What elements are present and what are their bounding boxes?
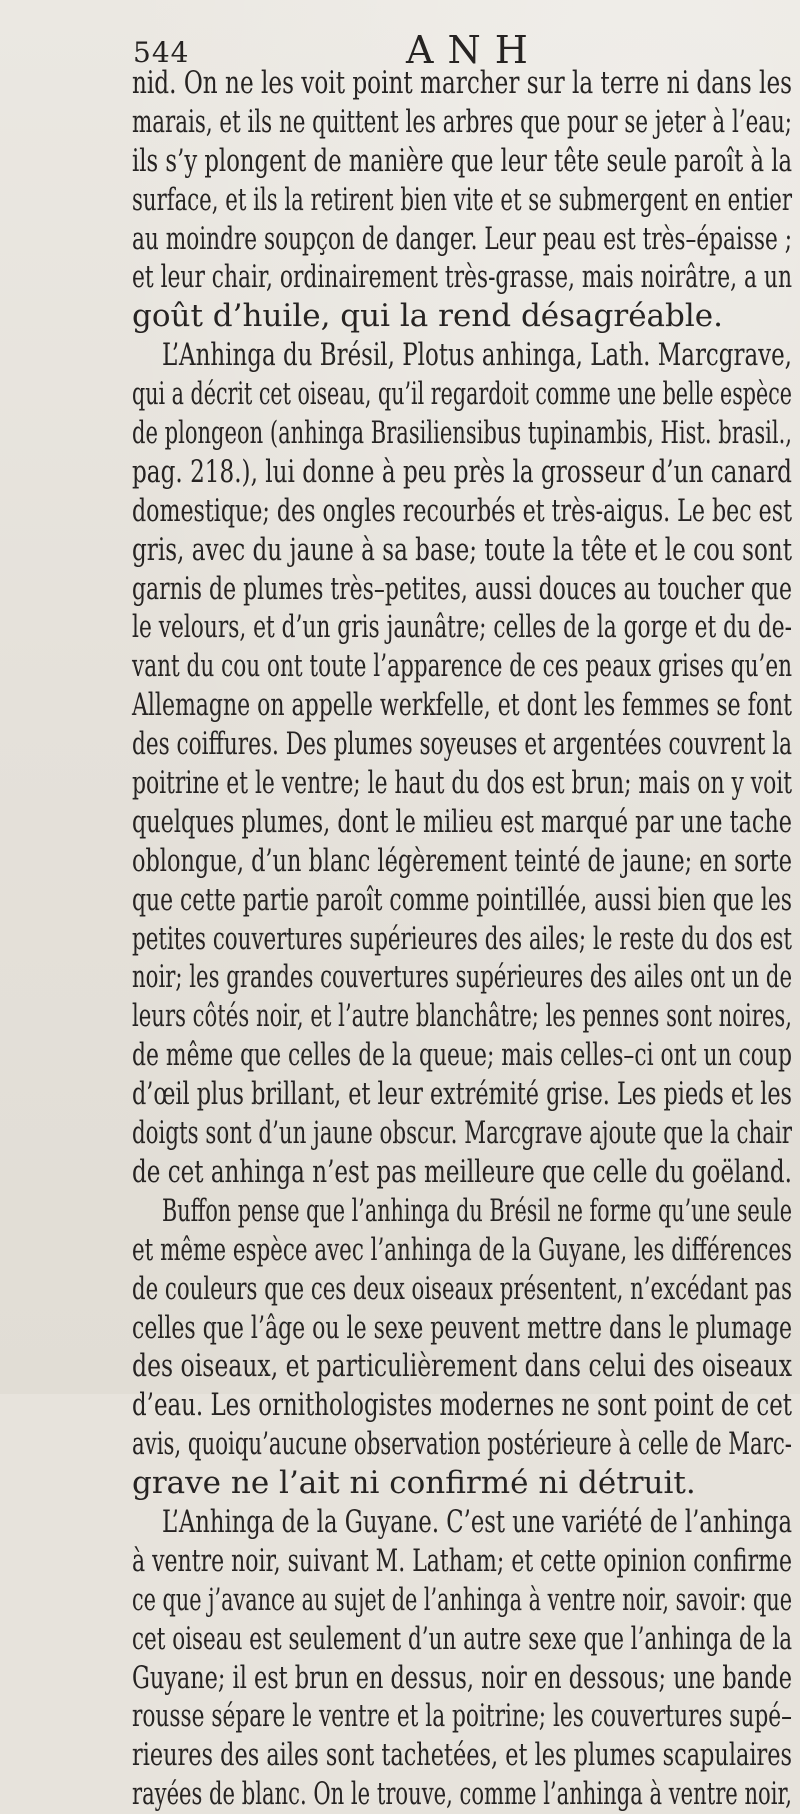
text-line-content: cet oiseau est seulement d’un autre sexe que l’anhinga de la xyxy=(132,1620,793,1657)
text-line xyxy=(132,1309,800,1348)
text-line-content: gris, avec du jaune à sa base; toute la tête et le cou sont xyxy=(132,531,793,568)
text-line xyxy=(132,103,800,142)
text-line-content: poitrine et le ventre; le haut du dos est brun; mais on y voit xyxy=(132,765,793,802)
text-line xyxy=(132,1659,800,1698)
text-line-content: de plongeon (anhinga Brasiliensibus tupinambis, Hist. brasil., xyxy=(132,415,792,452)
text-line xyxy=(132,258,800,297)
text-line xyxy=(132,142,800,181)
text-line-content: que cette partie paroît comme pointillée, aussi bien que les xyxy=(132,881,793,918)
text-line xyxy=(132,297,800,336)
text-line xyxy=(132,1114,800,1153)
text-line-content: petites couvertures supérieures des ailes; le reste du dos est xyxy=(132,920,792,957)
text-line xyxy=(132,1036,800,1075)
text-line-content: Allemagne on appelle werkfelle, et dont les femmes se font xyxy=(132,687,793,724)
text-line-content: à ventre noir, suivant M. Latham; et cette opinion confirme xyxy=(132,1542,793,1579)
text-line xyxy=(132,1270,800,1309)
text-line-content: rayées de blanc. On le trouve, comme l’anhinga à ventre noir, xyxy=(132,1776,792,1813)
text-line-content: oblongue, d’un blanc légèrement teinté de jaune; en sorte xyxy=(132,842,793,879)
text-line xyxy=(132,1386,800,1425)
text-line xyxy=(132,1542,800,1581)
text-line xyxy=(132,1075,800,1114)
text-line xyxy=(132,842,800,881)
text-line xyxy=(132,414,800,453)
text-line-content: le velours, et d’un gris jaunâtre; celles de la gorge et du de- xyxy=(132,609,792,646)
text-line-content: quelques plumes, dont le milieu est marqué par une tache xyxy=(132,803,793,840)
text-line-content: noir; les grandes couvertures supérieures des ailes ont un de xyxy=(132,959,793,996)
text-line xyxy=(132,1425,800,1464)
text-line xyxy=(132,1697,800,1736)
text-line-content: vant du cou ont toute l’apparence de ces peaux grises qu’en xyxy=(132,648,793,685)
text-line-content: d’eau. Les ornithologistes modernes ne sont point de cet xyxy=(132,1387,792,1424)
text-line-content: grave ne l’ait ni confirmé ni détruit. xyxy=(132,1465,696,1502)
text-line-content: surface, et ils la retirent bien vite et se submergent en entier xyxy=(132,181,792,218)
text-line-content: ce que j’avance au sujet de l’anhinga à ventre noir, savoir: que xyxy=(132,1581,793,1618)
text-line-content: des coiffures. Des plumes soyeuses et argentées couvrent la xyxy=(132,726,793,763)
text-line-content: rousse sépare le ventre et la poitrine; les couvertures supé– xyxy=(132,1698,792,1735)
text-line-content: ils s’y plongent de manière que leur tête seule paroît à la xyxy=(132,142,793,179)
text-line-content: L’Anhinga du Brésil, Plotus anhinga, Lath. Marcgrave, xyxy=(162,337,792,374)
text-line-content: domestique; des ongles recourbés et très-aigus. Le bec est xyxy=(132,492,792,529)
text-line-content: celles que l’âge ou le sexe peuvent mettre dans le plumage xyxy=(132,1309,793,1346)
text-line-content: des oiseaux, et particulièrement dans celui des oiseaux xyxy=(132,1348,792,1385)
text-line-content: de même que celles de la queue; mais celles–ci ont un coup xyxy=(132,1037,792,1074)
text-line-content: de couleurs que ces deux oiseaux présentent, n’excédant pas xyxy=(132,1270,792,1307)
text-line xyxy=(132,1581,800,1620)
text-line xyxy=(132,570,800,609)
text-line-content: leurs côtés noir, et l’autre blanchâtre; les pennes sont noires, xyxy=(132,998,793,1035)
text-line xyxy=(132,1231,800,1270)
text-line xyxy=(132,1736,800,1775)
text-line xyxy=(132,803,800,842)
text-line xyxy=(132,997,800,1036)
text-line xyxy=(132,220,800,259)
text-line xyxy=(132,647,800,686)
text-line-content: doigts sont d’un jaune obscur. Marcgrave ajoute que la chair xyxy=(132,1115,793,1152)
text-line-content: pag. 218.), lui donne à peu près la grosseur d’un canard xyxy=(132,453,792,490)
running-head: ANH xyxy=(406,28,542,72)
text-line xyxy=(132,336,800,375)
text-line-content: Buffon pense que l’anhinga du Brésil ne forme qu’une seule xyxy=(162,1192,792,1229)
text-line xyxy=(132,725,800,764)
text-line xyxy=(132,1192,800,1231)
text-line xyxy=(132,181,800,220)
text-line xyxy=(132,1775,800,1814)
text-line-content: nid. On ne les voit point marcher sur la terre ni dans les xyxy=(132,65,793,101)
body-text xyxy=(132,64,800,1814)
text-line-content: qui a décrit cet oiseau, qu’il regardoit comme une belle espèce xyxy=(132,376,792,413)
text-line xyxy=(132,64,800,103)
page-number: 544 xyxy=(133,36,190,69)
text-line xyxy=(132,453,800,492)
text-line-content: et même espèce avec l’anhinga de la Guyane, les différences xyxy=(132,1231,793,1268)
text-line-content: avis, quoiqu’aucune observation postérieure à celle de Marc- xyxy=(132,1426,792,1463)
text-line-content: et leur chair, ordinairement très-grasse, mais noirâtre, a un xyxy=(132,259,792,296)
text-line-content: goût d’huile, qui la rend désagréable. xyxy=(132,298,723,335)
text-line xyxy=(132,1347,800,1386)
text-line xyxy=(132,958,800,997)
text-line xyxy=(132,608,800,647)
text-line xyxy=(132,1503,800,1542)
text-line xyxy=(132,1153,800,1192)
text-line-content: marais, et ils ne quittent les arbres que pour se jeter à l’eau; xyxy=(132,103,793,140)
text-line-content: au moindre soupçon de danger. Leur peau est très–épaisse ; xyxy=(132,220,792,257)
text-line xyxy=(132,1464,800,1503)
text-line-content: garnis de plumes très–petites, aussi douces au toucher que xyxy=(132,570,792,607)
text-line-content: d’œil plus brillant, et leur extrémité grise. Les pieds et les xyxy=(132,1076,792,1113)
text-line-content: L’Anhinga de la Guyane. C’est une variété de l’anhinga xyxy=(162,1503,792,1540)
text-line-content: de cet anhinga n’est pas meilleure que celle du goëland. xyxy=(132,1153,792,1190)
text-line-content: rieures des ailes sont tachetées, et les plumes scapulaires xyxy=(132,1737,792,1774)
text-line xyxy=(132,764,800,803)
text-line xyxy=(132,920,800,959)
text-line xyxy=(132,375,800,414)
text-line-content: Guyane; il est brun en dessus, noir en dessous; une bande xyxy=(132,1659,792,1696)
text-line xyxy=(132,531,800,570)
text-line xyxy=(132,492,800,531)
text-line xyxy=(132,686,800,725)
text-line xyxy=(132,881,800,920)
text-line xyxy=(132,1620,800,1659)
